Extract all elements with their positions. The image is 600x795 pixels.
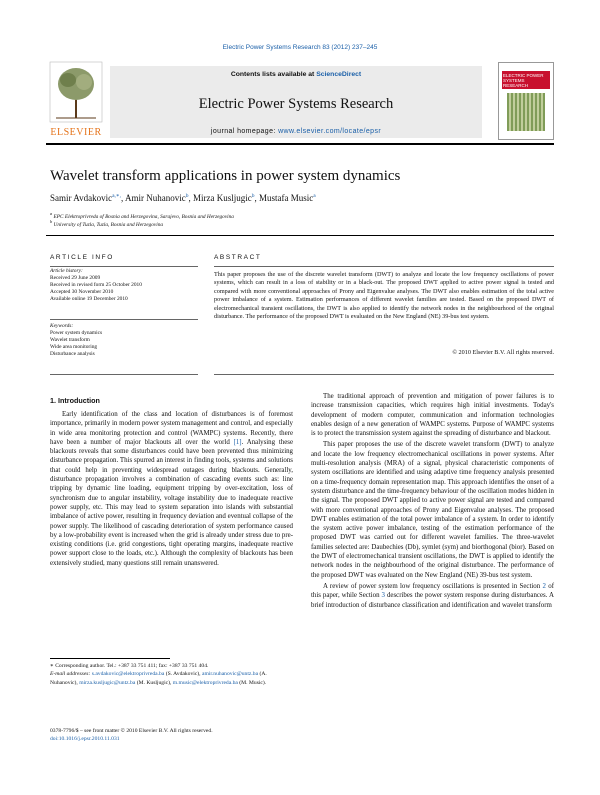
issn-line: 0378-7796/$ – see front matter © 2010 Elsevier B.V. All rights reserved. [50,728,213,734]
author-name: Samir Avdakovic [50,193,113,203]
paragraph [50,410,293,568]
abstract-heading: ABSTRACT [214,254,262,261]
header-banner [110,66,482,138]
email-owner: (M. Kusljugic), [135,679,172,686]
affiliation [50,219,163,228]
divider [214,374,554,375]
author-affiliation-mark[interactable]: b [185,193,189,199]
paragraph-text: of this paper, while Section [311,582,554,600]
paragraph: The traditional approach of prevention and mitigation of power failures is to increase transmission capacities, which requires high initial investments. Today's development of modern computer, communication and information technologies enables design of a new generation of WAMPC systems. Purpose of WAMPC systems is to protect the transmission system against the spreading of disturbance and blackout. [311,393,554,438]
contents-line [110,71,482,78]
contents-prefix: Contents lists available at [230,71,317,78]
author-name: Mirza Kusljugic [193,193,252,203]
article-history [50,268,198,303]
keyword: Wavelet transform [50,337,90,343]
homepage-line [110,128,482,135]
homepage-prefix: journal homepage: [210,128,279,135]
divider [214,266,554,267]
cover-image [507,93,545,131]
front-matter-notes [50,727,293,744]
sciencedirect-link[interactable]: ScienceDirect [316,71,362,78]
divider [50,374,198,375]
section-heading: 1. Introduction [50,396,100,405]
email-link[interactable]: mirza.kusljugic@untz.ba [79,679,136,686]
author-name: Amir Nuhanovic [125,193,186,203]
journal-cover-thumbnail [498,62,554,140]
author-affiliation-mark[interactable]: a,∗, [112,193,122,199]
abstract-text: This paper proposes the use of the discrete wavelet transform (DWT) to analyze and locate the low frequency oscillations of power systems, which can result in a loss of stability or in a black-out. The proposed DWT applied to active power signal is tested and compared with more conventional approaches of Prony and Eigenvalue analyses. The DWT also enables estimation of the total active power imbalance of a system. Estimation performances of different wavelet families are tested. Based on the proposed DWT of electromechanical transient oscillations, the DWT is also applied to identify the network nodes in the neighbourhood of the original disturbance. The performance of the proposed DWT is evaluated on the New England (NE) 39-bus test system. [214,271,554,321]
keywords-label: Keywords: [50,323,74,329]
body-column-left [50,410,293,568]
body-column-right [311,392,554,610]
paper-title: Wavelet transform applications in power system dynamics [50,168,401,184]
corresponding-author-note: ∗ Corresponding author. Tel.: +387 33 751 411; fax: +387 33 751 404. [50,663,209,669]
email-owner: (S. Avdakovic), [164,671,201,678]
publisher-name: ELSEVIER [50,127,102,138]
history-item: Available online 19 December 2010 [50,296,128,302]
section-link[interactable]: 2 [542,582,546,590]
history-item: Received 29 June 2009 [50,275,101,281]
author-separator: , [254,193,260,203]
doi-link[interactable]: doi:10.1016/j.epsr.2010.11.031 [50,736,120,743]
email-link[interactable]: m.music@elektroprivreda.ba [172,679,238,686]
paragraph: This paper proposes the use of the discrete wavelet transform (DWT) to analyze and locate the low frequency electromechanical oscillations in power systems. After multi-resolution analysis (MRA) of a signal, physical characteristic components of system oscillations are identified and using adaptive time frequency analysis presented on a time-frequency domain representation map. This approach identifies the onset of a system disturbance and the time-frequency behaviour of the oscillation modes hidden in the signal. The proposed DWT applied to active power signal are tested and compared with more conventional approaches of Prony and Eigenvalue analyses. The proposed DWT enables estimation of the total power imbalance of a system. In order to identify the system active power imbalance, testing of the estimation performance of the proposed DWT was carried out for different wavelet families. The three-wavelet families selected are: Daubechies (Db), symlet (sym) and biorthogonal (bior). Based on the DWT of electromechanical transient oscillations, the DWT is applied to identify the network nodes in the neighbourhood of the original disturbance. The performance of the proposed DWT was evaluated on the New England (NE) 39-bus test system. [311,441,554,579]
keyword: Wide area monitoring [50,344,98,350]
keywords [50,323,198,358]
paragraph [311,582,554,610]
author-separator: , [121,193,126,203]
affiliation-text: EPC Elektroprivreda of Bosnia and Herzegovina, Sarajevo, Bosnia and Herzegovina [53,213,234,220]
email-link[interactable]: amir.nuhanovic@untz.ba [201,671,259,678]
email-link[interactable]: s.avdakovic@elektroprivreda.ba [91,671,165,678]
footnote-rule [50,658,170,659]
paragraph-text: . Analysing these blackouts reveals that some disturbances could have been prevented thus minimizing disturbance propagation. This spurred an interest in finding tools, systems and solutions that could help in preventing widespread outages during blackouts. Generally, disturbance propagation involves a combination of cascading events such as: line tripping by dynamic line loading, equipment tripping by over-excitation, loss of synchronism due to angular instability, voltage instability due to inadequate reactive power supply, etc. This may lead to system separation into islands with substantial imbalance of active power, resulting in frequency deviation and eventual collapse of the power supply. The likelihood of cascading deterioration of system performance caused by a low-probability event is increased when the grid is already under stress due to pre-existing conditions (i.e. grid congestions, tight operating margins, inadequate reactive power support close to the loads, etc.). Although the complexity of blackouts has been extensively studied, many questions still remain unanswered. [50,438,293,567]
elsevier-tree-icon [46,60,106,126]
paragraph-text: A review of power system low frequency oscillations is presented in Section [323,582,543,590]
author-name: Mustafa Music [259,193,314,203]
footnotes [50,662,293,687]
cover-title: ELECTRIC POWER SYSTEMS RESEARCH [503,73,544,88]
author-affiliation-mark[interactable]: b [251,193,255,199]
history-item: Accepted 30 November 2010 [50,289,114,295]
history-item: Received in revised form 25 October 2010 [50,282,142,288]
author-affiliation-mark[interactable]: a [313,193,316,199]
email-owner: (M. Music). [237,679,267,686]
author-separator: , [188,193,194,203]
divider [50,319,198,320]
affiliation-mark: a [50,211,53,216]
author-list [50,193,316,203]
affiliation-mark: b [50,219,53,224]
journal-header [46,60,554,140]
header-rule [46,143,554,145]
homepage-link[interactable]: www.elsevier.com/locate/epsr [278,128,382,135]
email-label: E-mail addresses: [50,671,92,678]
keyword: Power system dynamics [50,330,103,336]
affiliation-text: University of Tuzla, Tuzla, Bosnia and Herzegovina [53,221,164,228]
paragraph-text: Early identification of the class and location of disturbances is of foremost importance, primarily in modern power system management and control, and especially in wide area monitoring protection and control (WAMPC) systems. Recently, there have been a number of major blackouts all over the world [50,411,293,446]
keyword: Disturbance analysis [50,351,95,357]
journal-title: Electric Power Systems Research [198,96,394,112]
email-addresses [50,670,293,687]
article-info-heading: ARTICLE INFO [50,254,114,261]
email-owner: (A. Nuhanovic), [50,671,267,686]
copyright-notice: © 2010 Elsevier B.V. All rights reserved. [452,349,554,356]
section-link[interactable]: 3 [381,592,385,600]
history-label: Article history: [50,268,83,274]
divider [50,266,198,267]
elsevier-logo [46,60,106,138]
section-rule [46,235,554,236]
paragraph-text: describes the power system response during disturbances. A brief introduction of disturbance classification and identification and wavelet transform [311,592,554,609]
citation-link[interactable]: [1] [233,438,242,446]
journal-reference[interactable]: Electric Power Systems Research 83 (2012) 237–245 [222,44,378,51]
